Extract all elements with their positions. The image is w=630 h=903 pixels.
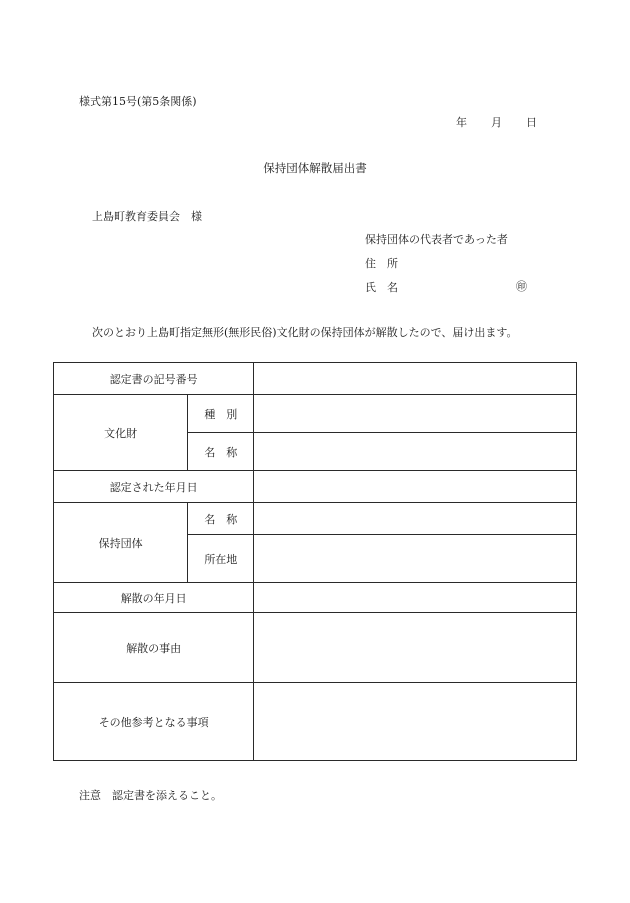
intro-statement: 次のとおり上島町指定無形(無形民俗)文化財の保持団体が解散したので、届け出ます。 <box>92 326 518 339</box>
other-notes-field[interactable] <box>254 683 577 761</box>
cert-number-field[interactable] <box>254 363 577 395</box>
cultural-property-label: 文化財 <box>54 395 188 471</box>
type-field[interactable] <box>254 395 577 433</box>
addressee: 上島町教育委員会 様 <box>92 210 202 223</box>
holding-group-label: 保持団体 <box>54 503 188 583</box>
applicant-address-label: 住 所 <box>365 257 398 270</box>
date-day: 日 <box>526 116 537 129</box>
document-title: 保持団体解散届出書 <box>263 161 367 175</box>
cert-date-label: 認定された年月日 <box>54 471 254 503</box>
group-name-field[interactable] <box>254 503 577 535</box>
applicant-name-label: 氏 名 <box>365 281 398 294</box>
property-name-field[interactable] <box>254 433 577 471</box>
dissolution-date-field[interactable] <box>254 583 577 613</box>
date-line <box>456 114 537 130</box>
other-notes-label: その他参考となる事項 <box>54 683 254 761</box>
date-month: 月 <box>491 116 502 129</box>
property-name-label: 名 称 <box>188 433 254 471</box>
dissolution-reason-field[interactable] <box>254 613 577 683</box>
footnote: 注意 認定書を添えること。 <box>79 789 222 802</box>
group-name-label: 名 称 <box>188 503 254 535</box>
group-location-field[interactable] <box>254 535 577 583</box>
seal-mark: ㊞ <box>516 280 527 293</box>
cert-number-label: 認定書の記号番号 <box>54 363 254 395</box>
notification-form-table <box>53 362 577 761</box>
form-number-label: 様式第15号(第5条関係) <box>79 95 197 108</box>
date-year: 年 <box>456 116 467 129</box>
dissolution-date-label: 解散の年月日 <box>54 583 254 613</box>
type-label: 種 別 <box>188 395 254 433</box>
cert-date-field[interactable] <box>254 471 577 503</box>
applicant-heading: 保持団体の代表者であった者 <box>365 233 508 246</box>
group-location-label: 所在地 <box>188 535 254 583</box>
dissolution-reason-label: 解散の事由 <box>54 613 254 683</box>
